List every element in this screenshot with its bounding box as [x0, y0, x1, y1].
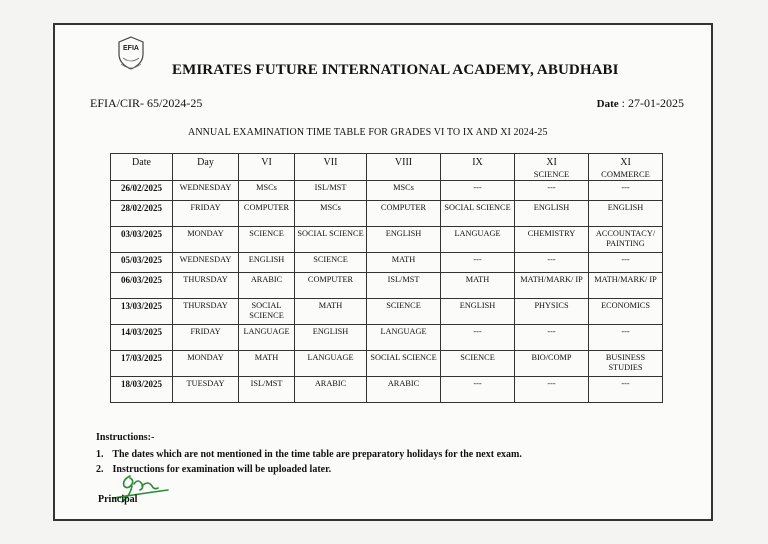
subject-cell: ISL/MST	[295, 181, 367, 201]
subject-cell: ACCOUNTACY/ PAINTING	[589, 227, 663, 253]
subject-cell: ---	[589, 253, 663, 273]
table-row	[111, 201, 663, 227]
subject-cell: ENGLISH	[295, 325, 367, 351]
exam-date-cell: 26/02/2025	[111, 181, 173, 201]
subject-cell: MATH/MARK/ IP	[589, 273, 663, 299]
circular-reference: EFIA/CIR- 65/2024-25	[90, 96, 203, 110]
exam-date-cell: 13/03/2025	[111, 299, 173, 325]
subject-cell: CHEMISTRY	[515, 227, 589, 253]
exam-day-cell: WEDNESDAY	[173, 253, 239, 273]
subject-cell: BUSINESS STUDIES	[589, 351, 663, 377]
table-row	[111, 351, 663, 377]
subject-cell: LANGUAGE	[367, 325, 441, 351]
principal-label: Principal	[98, 494, 138, 505]
subject-cell: ARABIC	[295, 377, 367, 403]
column-header-main: Date	[132, 157, 151, 168]
column-header	[367, 154, 441, 181]
exam-day-cell: THURSDAY	[173, 299, 239, 325]
exam-date-cell: 06/03/2025	[111, 273, 173, 299]
table-row	[111, 325, 663, 351]
exam-day-cell: THURSDAY	[173, 273, 239, 299]
column-header-main: XI	[620, 157, 631, 168]
column-header	[239, 154, 295, 181]
date-value: : 27-01-2025	[621, 96, 684, 110]
subject-cell: SOCIAL SCIENCE	[441, 201, 515, 227]
subject-cell: COMPUTER	[295, 273, 367, 299]
subject-cell: ARABIC	[239, 273, 295, 299]
instruction-item	[96, 449, 522, 460]
subject-cell: ENGLISH	[239, 253, 295, 273]
exam-day-cell: MONDAY	[173, 227, 239, 253]
column-header	[173, 154, 239, 181]
subject-cell: ---	[515, 181, 589, 201]
exam-timetable	[110, 153, 663, 403]
subject-cell: MSCs	[295, 201, 367, 227]
column-header-main: Day	[197, 157, 214, 168]
subject-cell: SCIENCE	[441, 351, 515, 377]
subject-cell: MATH/MARK/ IP	[515, 273, 589, 299]
subject-cell: ENGLISH	[515, 201, 589, 227]
subject-cell: ---	[589, 325, 663, 351]
subject-cell: SOCIAL SCIENCE	[367, 351, 441, 377]
column-header	[441, 154, 515, 181]
school-logo	[113, 34, 149, 72]
column-header	[295, 154, 367, 181]
subject-cell: ARABIC	[367, 377, 441, 403]
subject-cell: ENGLISH	[589, 201, 663, 227]
timetable-title: ANNUAL EXAMINATION TIME TABLE FOR GRADES VI TO IX AND XI 2024-25	[188, 127, 548, 138]
subject-cell: LANGUAGE	[441, 227, 515, 253]
column-header	[515, 154, 589, 181]
exam-day-cell: FRIDAY	[173, 201, 239, 227]
instruction-number: 1.	[96, 449, 104, 460]
instruction-number: 2.	[96, 464, 104, 475]
table-header-row	[111, 154, 663, 181]
table-row	[111, 273, 663, 299]
subject-cell: ---	[515, 377, 589, 403]
subject-cell: ---	[515, 325, 589, 351]
exam-day-cell: WEDNESDAY	[173, 181, 239, 201]
svg-text:EFIA: EFIA	[123, 45, 139, 52]
subject-cell: MSCs	[367, 181, 441, 201]
subject-cell: COMPUTER	[239, 201, 295, 227]
instructions-title: Instructions:-	[96, 432, 155, 443]
table-row	[111, 227, 663, 253]
subject-cell: ---	[441, 325, 515, 351]
exam-date-cell: 05/03/2025	[111, 253, 173, 273]
table-row	[111, 253, 663, 273]
subject-cell: ISL/MST	[239, 377, 295, 403]
instruction-text: The dates which are not mentioned in the time table are preparatory holidays for the next exam.	[112, 449, 522, 460]
column-header-main: VIII	[394, 157, 413, 168]
date-label: Date	[596, 98, 619, 110]
subject-cell: ISL/MST	[367, 273, 441, 299]
column-header	[111, 154, 173, 181]
subject-cell: ---	[515, 253, 589, 273]
subject-cell: MATH	[239, 351, 295, 377]
subject-cell: ---	[441, 181, 515, 201]
subject-cell: LANGUAGE	[295, 351, 367, 377]
subject-cell: ENGLISH	[441, 299, 515, 325]
table-row	[111, 377, 663, 403]
subject-cell: LANGUAGE	[239, 325, 295, 351]
exam-day-cell: TUESDAY	[173, 377, 239, 403]
column-header-main: IX	[472, 157, 483, 168]
column-header-main: VI	[261, 157, 272, 168]
subject-cell: SCIENCE	[239, 227, 295, 253]
column-header-sub: COMMERCE	[601, 169, 650, 179]
subject-cell: SCIENCE	[367, 299, 441, 325]
column-header-sub: SCIENCE	[533, 169, 570, 179]
table-row	[111, 299, 663, 325]
exam-date-cell: 17/03/2025	[111, 351, 173, 377]
column-header-main: XI	[546, 157, 557, 168]
subject-cell: MATH	[367, 253, 441, 273]
subject-cell: ---	[441, 377, 515, 403]
exam-date-cell: 18/03/2025	[111, 377, 173, 403]
subject-cell: MSCs	[239, 181, 295, 201]
subject-cell: BIO/COMP	[515, 351, 589, 377]
exam-day-cell: FRIDAY	[173, 325, 239, 351]
subject-cell: ECONOMICS	[589, 299, 663, 325]
subject-cell: MATH	[295, 299, 367, 325]
exam-date-cell: 03/03/2025	[111, 227, 173, 253]
subject-cell: SOCIAL SCIENCE	[239, 299, 295, 325]
exam-day-cell: MONDAY	[173, 351, 239, 377]
subject-cell: COMPUTER	[367, 201, 441, 227]
table-row	[111, 181, 663, 201]
exam-date-cell: 28/02/2025	[111, 201, 173, 227]
subject-cell: PHYSICS	[515, 299, 589, 325]
subject-cell: ---	[589, 377, 663, 403]
subject-cell: SCIENCE	[295, 253, 367, 273]
exam-date-cell: 14/03/2025	[111, 325, 173, 351]
subject-cell: ---	[441, 253, 515, 273]
column-header	[589, 154, 663, 181]
instruction-text: Instructions for examination will be uploaded later.	[112, 464, 332, 475]
subject-cell: MATH	[441, 273, 515, 299]
subject-cell: ---	[589, 181, 663, 201]
subject-cell: SOCIAL SCIENCE	[295, 227, 367, 253]
issue-date	[597, 96, 684, 111]
subject-cell: ENGLISH	[367, 227, 441, 253]
school-name: EMIRATES FUTURE INTERNATIONAL ACADEMY, ABUDHABI	[172, 62, 619, 78]
column-header-main: VII	[323, 157, 338, 168]
